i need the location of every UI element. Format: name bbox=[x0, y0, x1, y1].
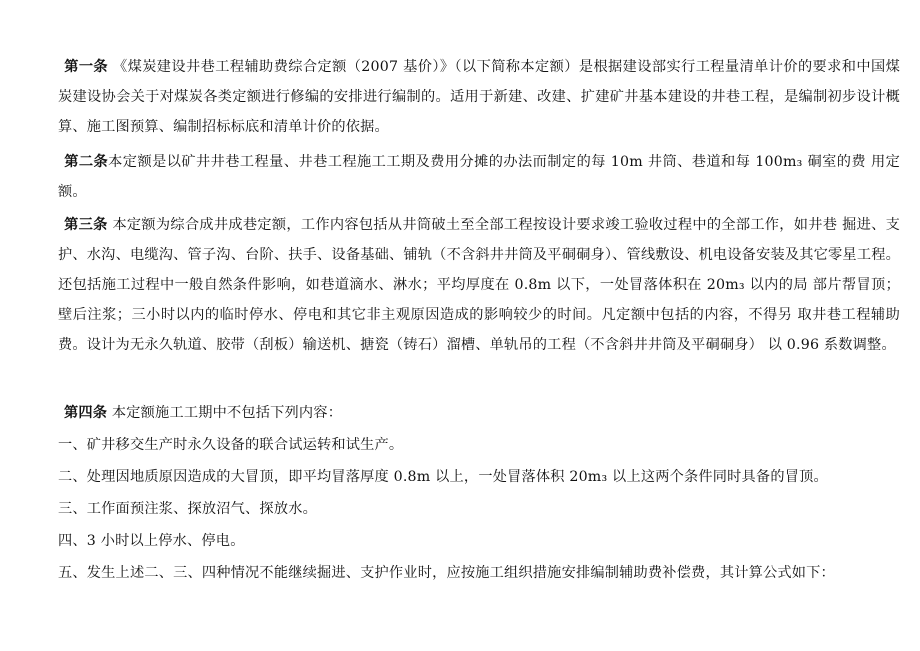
article-1-lead: 第一条 bbox=[64, 59, 109, 75]
list-item-4: 四、3 小时以上停水、停电。 bbox=[58, 533, 245, 549]
list-item-2: 二、处理因地质原因造成的大冒顶，即平均冒落厚度 0.8m 以上，一处冒落体积 20m₃ 以上这两个条件同时具备的冒顶。 bbox=[58, 469, 828, 485]
article-3-lead: 第三条 bbox=[64, 217, 108, 233]
article-1 bbox=[58, 52, 900, 142]
article-2 bbox=[58, 147, 900, 207]
article-2-text: 本定额是以矿井井巷工程量、井巷工程施工工期及费用分摊的办法而制定的每 10m 井筒、巷道和每 100m₃ 硐室的费 用定额。 bbox=[58, 154, 900, 200]
article-3-text: 本定额为综合成井成巷定额，工作内容包括从井筒破土至全部工程按设计要求竣工验收过程中的全部工作，如井巷 掘进、支护、水沟、电缆沟、管子沟、台阶、扶手、设备基础、铺轨（不含斜井井筒及平硐硐身）、管线敷设、机电设备安装及其它零星工程。还包括施工过程中一般自然条件影响，如巷道滴水、淋水；平均厚度在 0.8m 以下，一处冒落体积在 20m₃ 以内的局 部片帮冒顶；壁后注浆；三小时以内的临时停水、停电和其它非主观原因造成的影响较少的时间。凡定额中包括的内容，不得另 取井巷工程辅助费。设计为无永久轨道、胶带（刮板）输送机、搪瓷（铸石）溜槽、单轨吊的工程（不含斜井井筒及平硐硐身） 以 0.96 系数调整。 bbox=[58, 217, 900, 353]
article-4-lead: 第四条 bbox=[64, 405, 108, 421]
article-2-lead: 第二条 bbox=[64, 154, 109, 170]
article-3 bbox=[58, 210, 900, 360]
article-4 bbox=[58, 398, 900, 428]
list-item-5: 五、发生上述二、三、四种情况不能继续掘进、支护作业时，应按施工组织措施安排编制辅助费补偿费，其计算公式如下： bbox=[58, 565, 835, 581]
list-item-1: 一、矿井移交生产时永久设备的联合试运转和试生产。 bbox=[58, 437, 404, 453]
article-4-text: 本定额施工工期中不包括下列内容： bbox=[111, 405, 343, 421]
article-1-text: 《煤炭建设井巷工程辅助费综合定额（2007 基价）》（以下简称本定额）是根据建设部实行工程量清单计价的要求和中国煤炭建设协会关于对煤炭各类定额进行修编的安排进行编制的。适用于新建、改建、扩建矿井基本建设的井巷工程，是编制初步设计概算、施工图预算、编制招标标底和清单计价的依据。 bbox=[58, 59, 900, 135]
list-item-3: 三、工作面预注浆、探放沼气、探放水。 bbox=[58, 501, 317, 517]
